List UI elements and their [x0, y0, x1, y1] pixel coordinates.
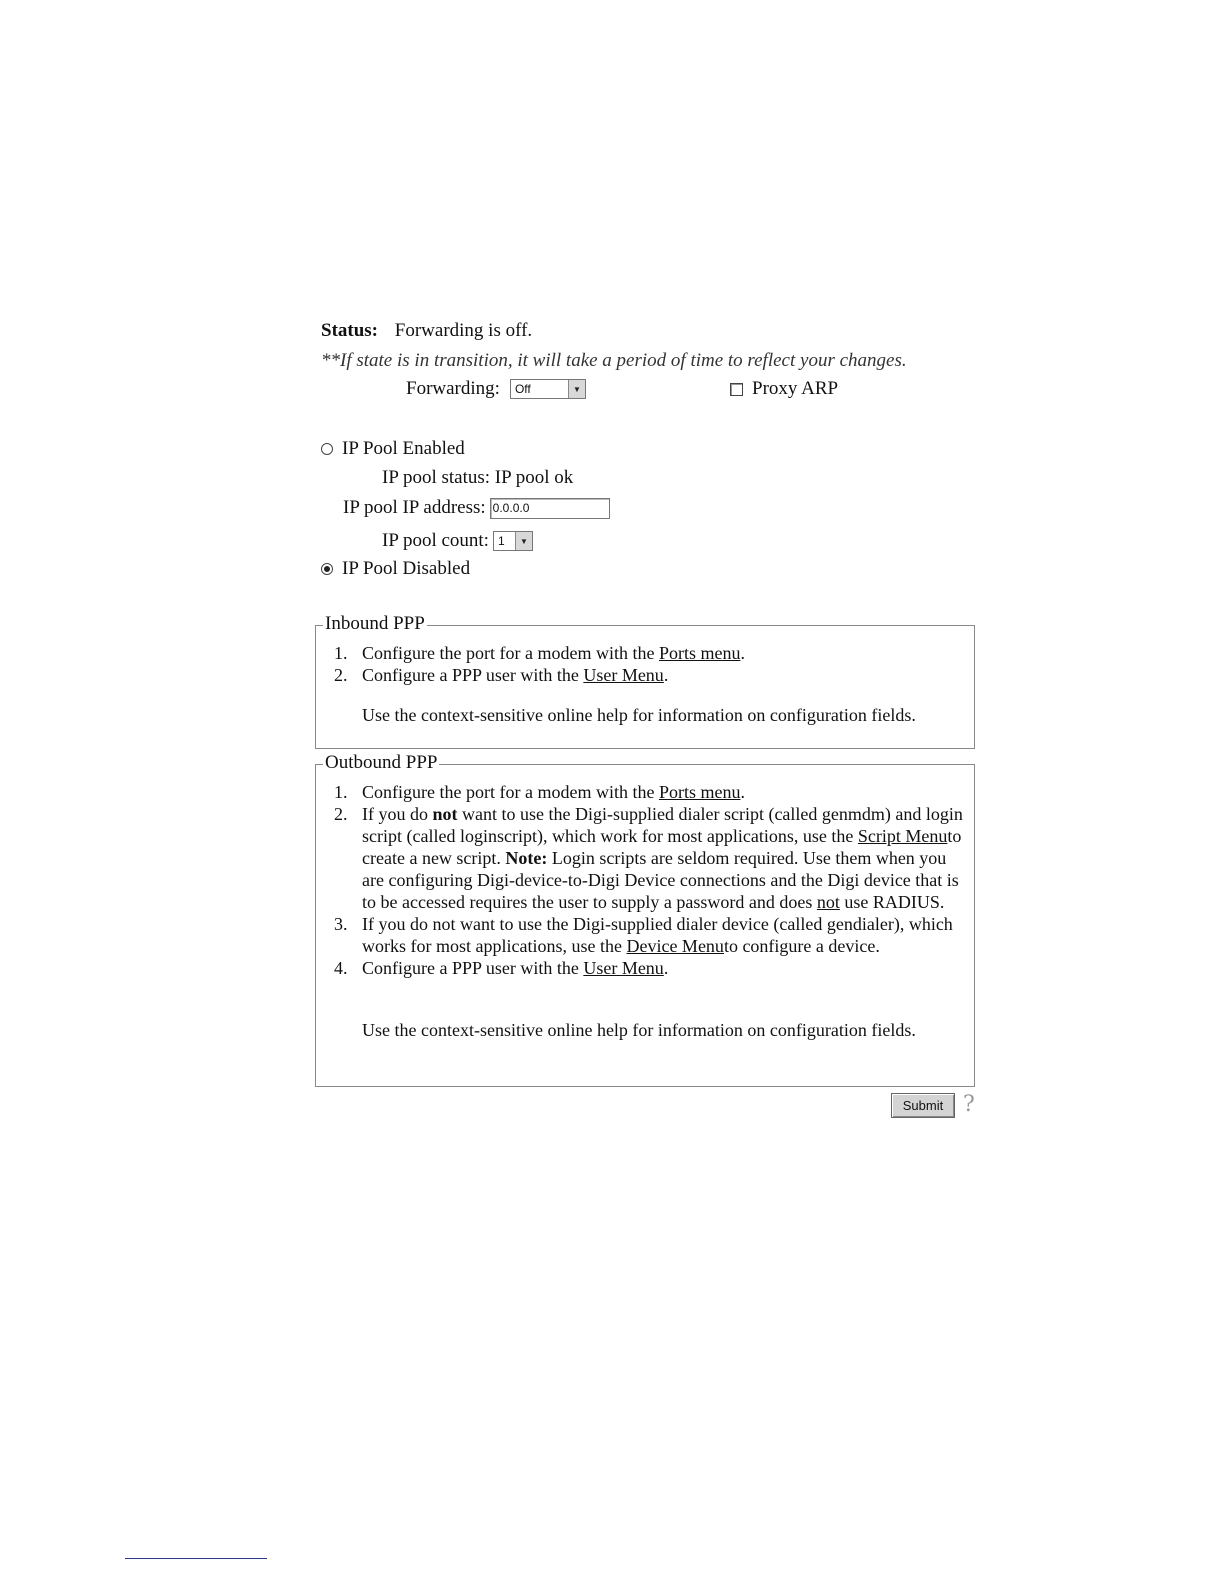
outbound-ppp-section	[315, 752, 975, 1087]
step-text-part: Configure a PPP user with the	[362, 958, 584, 978]
step-text	[362, 803, 970, 913]
emphasis-not: not	[432, 804, 458, 824]
step-text-part: to create a new script.	[362, 826, 962, 868]
forwarding-select-value: Off	[514, 382, 531, 396]
footnote-divider	[125, 1558, 267, 1559]
step-text	[362, 913, 970, 957]
step-number: 2.	[334, 665, 348, 685]
list-item	[334, 803, 970, 913]
step-number: 1.	[334, 782, 348, 802]
ip-pool-enabled-radio[interactable]	[321, 443, 333, 455]
ip-pool-disabled-label: IP Pool Disabled	[342, 558, 471, 579]
step-text-part: .	[663, 958, 669, 978]
ip-pool-status-label: IP pool status:	[382, 467, 491, 488]
step-text-part: to configure a device.	[723, 936, 880, 956]
chevron-down-icon: ▼	[515, 532, 532, 550]
step-text-part: Login scripts are seldom required. Use them when you are configuring Digi-device-to-Digi Device connections and the Digi device that is to be accessed requires the user to supply a password and does	[362, 848, 959, 912]
forwarding-row	[406, 378, 586, 400]
ip-pool-status-row	[382, 467, 573, 489]
list-item	[334, 642, 745, 664]
ports-menu-link[interactable]: Ports menu	[658, 643, 741, 663]
step-text-part: Configure the port for a modem with the	[362, 643, 659, 663]
ip-pool-disabled-radio[interactable]	[321, 563, 333, 575]
ip-pool-count-select[interactable]	[493, 531, 533, 551]
user-menu-link[interactable]: User Menu	[583, 665, 664, 685]
step-text-part: want to use the Digi-supplied dialer script (called genmdm) and login script (called loginscript), which work for most applications, use the	[362, 804, 963, 846]
step-number: 1.	[334, 643, 348, 663]
step-text-part: use RADIUS.	[839, 892, 945, 912]
step-text	[362, 781, 970, 803]
inbound-ppp-legend: Inbound PPP	[325, 613, 425, 634]
proxy-arp-row	[730, 378, 838, 400]
step-text-part: .	[740, 643, 745, 663]
list-item	[334, 957, 970, 979]
submit-button[interactable]: Submit	[891, 1093, 955, 1118]
ip-pool-count-value: 1	[497, 534, 505, 548]
note-label: Note:	[505, 848, 548, 868]
inbound-steps-list	[334, 642, 745, 686]
list-item	[334, 913, 970, 957]
ip-pool-status-value: IP pool ok	[494, 467, 574, 488]
outbound-help-note: Use the context-sensitive online help for information on configuration fields.	[362, 1020, 916, 1040]
device-menu-link[interactable]: Device Menu	[626, 936, 724, 956]
step-text-part: .	[740, 782, 745, 802]
help-icon[interactable]: ?	[963, 1092, 975, 1117]
step-text-part: .	[663, 665, 669, 685]
step-text	[362, 664, 745, 686]
step-text-part: If you do not want to use the Digi-supplied dialer device (called gendialer), which works for most applications, use the	[362, 914, 953, 956]
forwarding-select[interactable]	[510, 379, 586, 399]
proxy-arp-checkbox[interactable]	[730, 383, 743, 396]
step-text	[362, 957, 970, 979]
status-line	[321, 320, 532, 342]
emphasis-not-underlined: not	[816, 892, 840, 912]
step-text-part: Configure the port for a modem with the	[362, 782, 659, 802]
outbound-steps-list	[334, 781, 970, 979]
ports-menu-link[interactable]: Ports menu	[658, 782, 741, 802]
proxy-arp-label: Proxy ARP	[752, 378, 839, 399]
chevron-down-icon: ▼	[568, 380, 585, 398]
step-text-part: Configure a PPP user with the	[362, 665, 584, 685]
step-text	[362, 642, 745, 664]
script-menu-link[interactable]: Script Menu	[857, 826, 948, 846]
step-number: 4.	[334, 958, 348, 978]
inbound-ppp-section	[315, 613, 975, 749]
forwarding-label: Forwarding:	[406, 378, 500, 399]
ip-pool-disabled-row	[321, 558, 470, 580]
inbound-help-note: Use the context-sensitive online help for information on configuration fields.	[362, 705, 916, 725]
step-text-part: If you do	[362, 804, 433, 824]
ip-pool-count-row	[382, 530, 533, 552]
list-item	[334, 664, 745, 686]
ip-pool-enabled-row	[321, 438, 465, 460]
status-label: Status:	[321, 320, 379, 341]
ip-pool-count-label: IP pool count:	[382, 530, 489, 551]
transition-note: **If state is in transition, it will take a period of time to reflect your changes.	[321, 350, 907, 371]
ip-pool-address-label: IP pool IP address:	[343, 497, 486, 518]
ip-pool-address-input[interactable]: 0.0.0.0	[490, 498, 610, 519]
step-number: 2.	[334, 804, 348, 824]
step-number: 3.	[334, 914, 348, 934]
outbound-ppp-legend: Outbound PPP	[325, 752, 438, 773]
status-value: Forwarding is off.	[394, 320, 533, 341]
list-item	[334, 781, 970, 803]
user-menu-link[interactable]: User Menu	[583, 958, 664, 978]
ip-pool-enabled-label: IP Pool Enabled	[342, 438, 465, 459]
ip-pool-address-row	[343, 497, 610, 519]
